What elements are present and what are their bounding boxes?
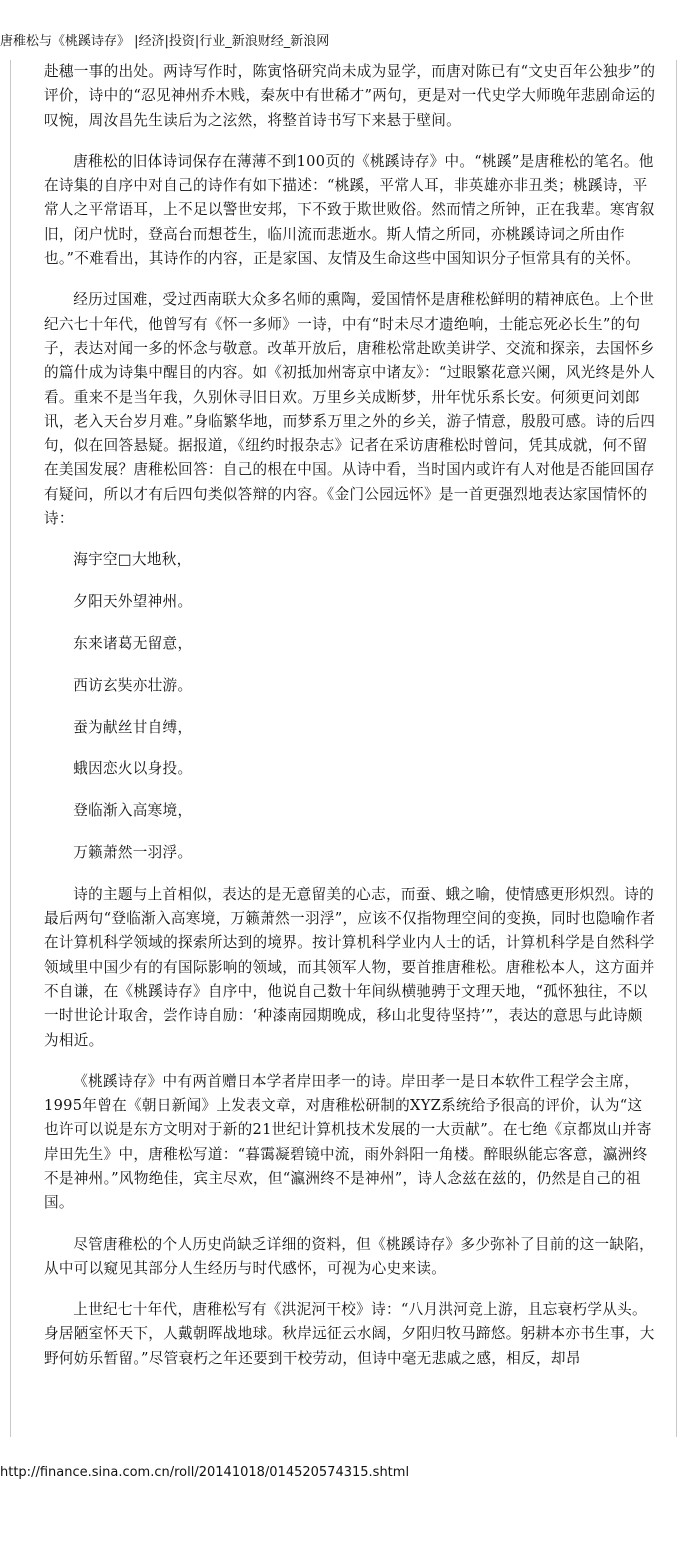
poem-line: 夕阳天外望神州。 — [73, 593, 193, 611]
article-body — [11, 60, 676, 1371]
print-page-header — [0, 30, 329, 49]
article-paragraph: 《桃蹊诗存》中有两首赠日本学者岸田孝一的诗。岸田孝一是日本软件工程学会主席，1995年曾在《朝日新闻》上发表文章，对唐稚松研制的XYZ系统给予很高的评价，认为“这也许可以说是东方文明对于新的21世纪计算机技术发展的一大贡献”。在七绝《京都岚山并寄岸田先生》中，唐稚松写道：“暮霭凝碧镜中流，雨外斜阳一角楼。醉眼纵能忘客意，瀛洲终不是神州。”风物绝佳，宾主尽欢，但“瀛洲终不是神州”，诗人念兹在兹的，仍然是自己的祖国。 — [44, 1072, 652, 1212]
poem-line: 东来诸葛无留意， — [73, 634, 193, 652]
article-paragraph: 唐稚松的旧体诗词保存在薄薄不到100页的《桃蹊诗存》中。“桃蹊”是唐稚松的笔名。他在诗集的自序中对自己的诗作有如下描述：“桃蹊，平常人耳，非英雄亦非丑类；桃蹊诗，平常人之平常语耳，上不足以警世安邦，下不致于欺世败俗。然而情之所钟，正在我辈。寒宵叙旧，闭户忧时，登高台而想苍生，临川流而悲逝水。斯人情之所同，亦桃蹊诗词之所由作也。”不难看出，其诗作的内容，正是家国、友情及生命这些中国知识分子恒常具有的关怀。 — [44, 152, 655, 268]
page-url: http://finance.sina.com.cn/roll/20141018/014520574315.shtml — [0, 1465, 410, 1480]
poem-line: 海宇空□大地秋， — [73, 551, 192, 569]
poem-line: 蛾因恋火以身投。 — [73, 760, 193, 778]
poem-line: 万籁萧然一羽浮。 — [73, 843, 193, 861]
poem-line: 登临渐入高寒境， — [73, 802, 193, 820]
article-paragraph: 经历过国难，受过西南联大众多名师的熏陶，爱国情怀是唐稚松鲜明的精神底色。上个世纪六七十年代，他曾写有《怀一多师》一诗，中有“时未尽才遗绝响，士能忘死必长生”的句子，表达对闻一多的怀念与敬意。改革开放后，唐稚松常赴欧美讲学、交流和探亲，去国怀乡的篇什成为诗集中醒目的内容。如《初抵加州寄京中诸友》：“过眼繁花意兴阑，风光终是外人看。重来不是当年我，久别休寻旧日欢。万里乡关成断梦，卅年忧乐系长安。何须更问刘郎讯，老入天台岁月难。”身临繁华地，而梦系万里之外的乡关，游子情意，殷殷可感。诗的后四句，似在回答悬疑。据报道，《纽约时报杂志》记者在采访唐稚松时曾问，凭其成就，何不留在美国发展？唐稚松回答：自己的根在中国。从诗中看，当时国内或许有人对他是否能回国存有疑问，所以才有后四句类似答辩的内容。《金门公园远怀》是一首更强烈地表达家国情怀的诗： — [44, 291, 656, 528]
article-paragraph: 诗的主题与上首相似，表达的是无意留美的心志，而蚕、蛾之喻，使情感更形炽烈。诗的最后两句“登临渐入高寒境，万籁萧然一羽浮”，应该不仅指物理空间的变换，同时也隐喻作者在计算机科学领域的探索所达到的境界。按计算机科学业内人士的话，计算机科学是自然科学领域里中国少有的有国际影响的领域，而其领军人物，要首推唐稚松。唐稚松本人，这方面并不自谦，在《桃蹊诗存》自序中，他说自己数十年间纵横驰骋于文理天地，“孤怀独往，不以一时世论计取舍，尝作诗自励：‘种漆南园期晚成，移山北叟待坚持’”，表达的意思与此诗颇为相近。 — [44, 885, 656, 1049]
page-title: 唐稚松与《桃蹊诗存》 |经济|投资|行业_新浪财经_新浪网 — [0, 34, 330, 49]
article-paragraph: 尽管唐稚松的个人历史尚缺乏详细的资料，但《桃蹊诗存》多少弥补了目前的这一缺陷，从中可以窥见其部分人生经历与时代感怀，可视为心史来读。 — [44, 1235, 655, 1277]
poem-line: 西访玄奘亦壮游。 — [73, 676, 193, 694]
poem-line: 蚕为献丝甘自缚， — [73, 718, 193, 736]
article-paragraph: 上世纪七十年代，唐稚松写有《洪泥河干校》诗：“八月洪河竞上游，且忘衰朽学从头。身居陋室怀天下，人戴朝晖战地球。秋岸远征云水阔，夕阳归牧马蹄悠。躬耕本亦书生事，大野何妨乐暂留。”尽管衰朽之年还要到干校劳动，但诗中毫无悲戚之感，相反，却昂 — [44, 1301, 655, 1367]
print-page-footer — [0, 1465, 409, 1480]
article-frame — [10, 60, 677, 1437]
article-paragraph: 赴穗一事的出处。两诗写作时，陈寅恪研究尚未成为显学，而唐对陈已有“文史百年公独步”的评价，诗中的“忍见神州乔木贱，秦灰中有世稀才”两句，更是对一代史学大师晚年悲剧命运的叹惋，周汝昌先生读后为之泫然，将整首诗书写下来悬于壁间。 — [44, 63, 656, 129]
